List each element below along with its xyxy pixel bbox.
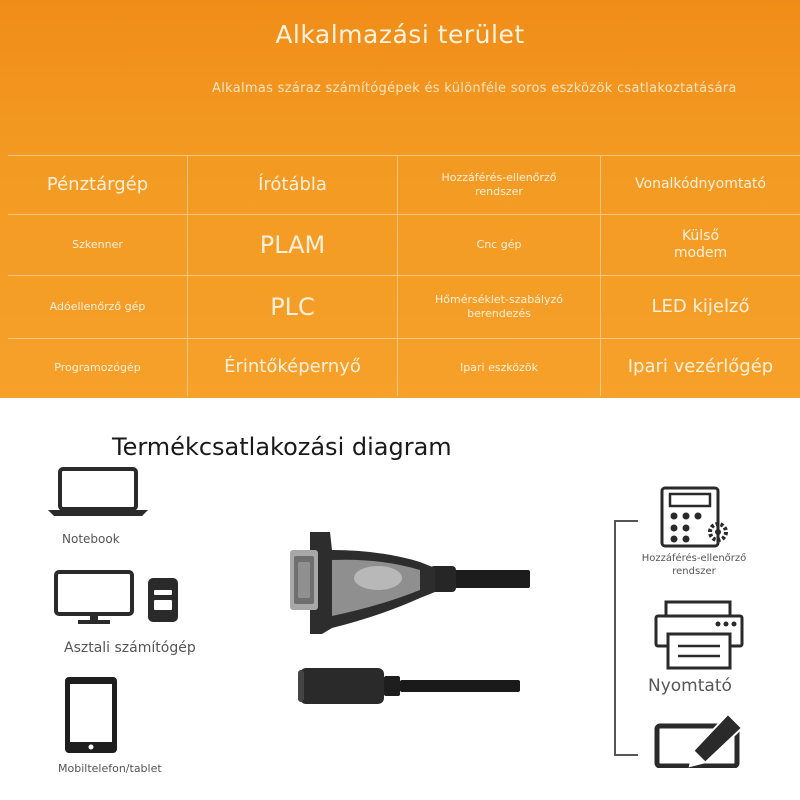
grid-cell: Érintőképernyő <box>188 339 398 396</box>
grid-cell: LED kijelző <box>601 276 800 339</box>
application-area-title: Alkalmazási terület <box>275 20 525 49</box>
grid-cell-text: Külső modem <box>673 227 728 261</box>
device-label-mobile: Mobiltelefon/tablet <box>58 762 162 775</box>
device-label-printer: Nyomtató <box>648 676 732 696</box>
grid-cell: Írótábla <box>188 156 398 215</box>
grid-cell: PLC <box>188 276 398 339</box>
application-area-subtitle: Alkalmas száraz számítógépek és különféle soros eszközök csatlakoztatására <box>212 81 737 96</box>
application-grid <box>8 155 800 396</box>
grid-cell: PLAM <box>188 215 398 276</box>
grid-cell-text: Adóellenőrző gép <box>49 300 146 314</box>
access-control-keypad-icon <box>660 486 732 548</box>
grid-cell: Pénztárgép <box>8 156 188 215</box>
desktop-computer-icon <box>54 570 184 626</box>
grid-cell: Vonalkódnyomtató <box>601 156 800 215</box>
grid-cell: Ipari eszközök <box>398 339 601 396</box>
printer-icon <box>654 600 746 670</box>
grid-cell <box>398 276 601 339</box>
device-label-access-control <box>632 552 756 578</box>
grid-cell <box>398 156 601 215</box>
device-label-desktop: Asztali számítógép <box>64 640 196 656</box>
grid-cell <box>601 215 800 276</box>
grid-cell: Cnc gép <box>398 215 601 276</box>
application-area-section <box>0 0 800 398</box>
grid-cell: Ipari vezérlőgép <box>627 356 774 378</box>
writing-tablet-icon <box>654 712 750 768</box>
grid-cell: Programozógép <box>8 339 188 396</box>
laptop-icon <box>46 466 150 518</box>
grid-cell-text: Hőmérséklet-szabályzó berendezés <box>434 293 564 320</box>
device-label-notebook: Notebook <box>62 532 120 546</box>
grid-cell: Szkenner <box>8 215 188 276</box>
mobile-tablet-icon <box>64 676 118 754</box>
usb-c-to-db9-serial-adapter <box>270 520 540 720</box>
grid-cell-text: Hozzáférés-ellenőrző rendszer <box>441 171 557 198</box>
access-control-label-text: Hozzáférés-ellenőrző rendszer <box>641 553 747 577</box>
diagram-title: Termékcsatlakozási diagram <box>112 433 452 461</box>
grid-cell <box>8 276 188 339</box>
